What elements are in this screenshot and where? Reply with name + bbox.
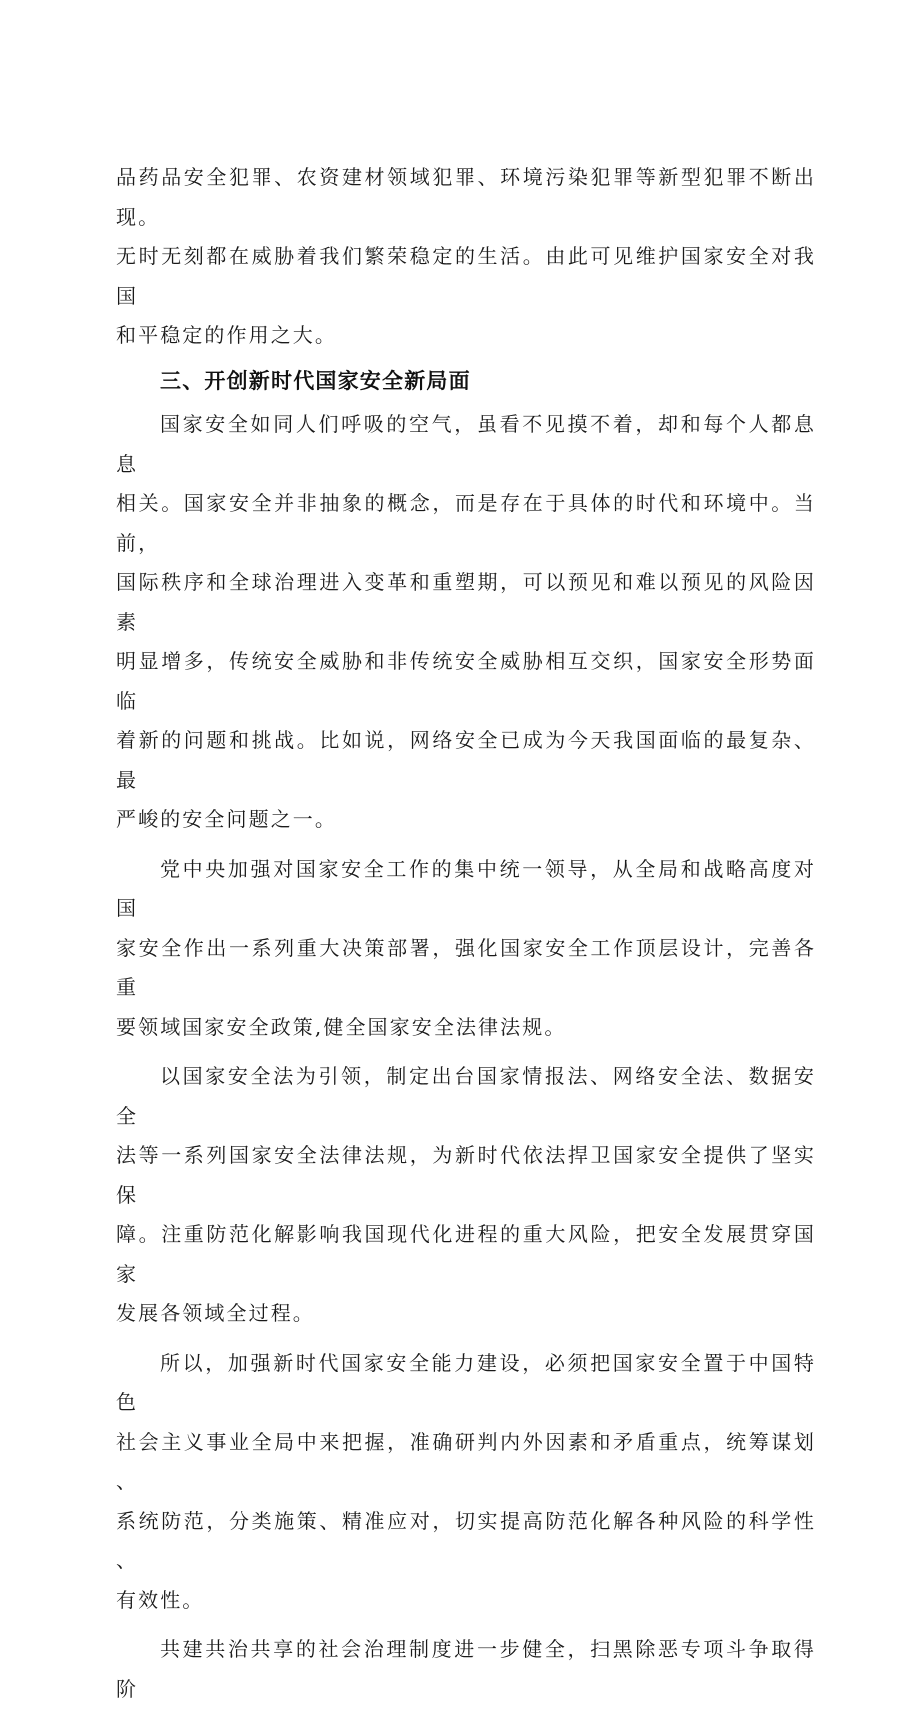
- text-line: 严峻的安全问题之一。: [116, 807, 337, 831]
- body-paragraph: [116, 1344, 816, 1621]
- body-paragraph: [116, 405, 816, 840]
- text-line: 障。注重防范化解影响我国现代化进程的重大风险，把安全发展贯穿国家: [116, 1222, 816, 1286]
- body-paragraph: [116, 850, 816, 1048]
- body-paragraph-truncated: [116, 1630, 816, 1709]
- text-line: 法等一系列国家安全法律法规，为新时代依法捍卫国家安全提供了坚实保: [116, 1143, 816, 1207]
- section-heading: 三、开创新时代国家安全新局面: [160, 368, 471, 393]
- text-line: 以国家安全法为引领，制定出台国家情报法、网络安全法、数据安全: [116, 1064, 816, 1128]
- text-line: 品药品安全犯罪、农资建材领域犯罪、环境污染犯罪等新型犯罪不断出现。: [116, 165, 816, 229]
- text-line: 国际秩序和全球治理进入变革和重塑期，可以预见和难以预见的风险因素: [116, 570, 816, 634]
- text-line: 要领域国家安全政策,健全国家安全法律法规。: [116, 1014, 567, 1039]
- text-line: 明显增多，传统安全威胁和非传统安全威胁相互交织，国家安全形势面临: [116, 649, 816, 713]
- text-line: 党中央加强对国家安全工作的集中统一领导，从全局和战略高度对国: [116, 856, 816, 920]
- body-paragraph: [116, 1057, 816, 1334]
- body-paragraph-continued: [116, 158, 816, 356]
- text-line: 和平稳定的作用之大。: [116, 323, 337, 347]
- text-line: 国家安全如同人们呼吸的空气，虽看不见摸不着，却和每个人都息息: [116, 412, 816, 476]
- text-line: 社会主义事业全局中来把握，准确研判内外因素和矛盾重点，统筹谋划、: [116, 1429, 816, 1493]
- text-line: 相关。国家安全并非抽象的概念，而是存在于具体的时代和环境中。当前，: [116, 491, 816, 555]
- text-line: 无时无刻都在威胁着我们繁荣稳定的生活。由此可见维护国家安全对我国: [116, 244, 816, 308]
- text-line: 所以，加强新时代国家安全能力建设，必须把国家安全置于中国特色: [116, 1350, 816, 1414]
- document-body: [116, 158, 816, 1709]
- text-line: 着新的问题和挑战。比如说，网络安全已成为今天我国面临的最复杂、最: [116, 728, 816, 792]
- text-line: 家安全作出一系列重大决策部署，强化国家安全工作顶层设计，完善各重: [116, 935, 816, 999]
- text-line: 发展各领域全过程。: [116, 1301, 315, 1325]
- text-line: 系统防范，分类施策、精准应对，切实提高防范化解各种风险的科学性、: [116, 1508, 816, 1572]
- text-line: 共建共治共享的社会治理制度进一步健全，扫黑除恶专项斗争取得阶: [116, 1637, 816, 1701]
- text-line: 有效性。: [116, 1587, 205, 1612]
